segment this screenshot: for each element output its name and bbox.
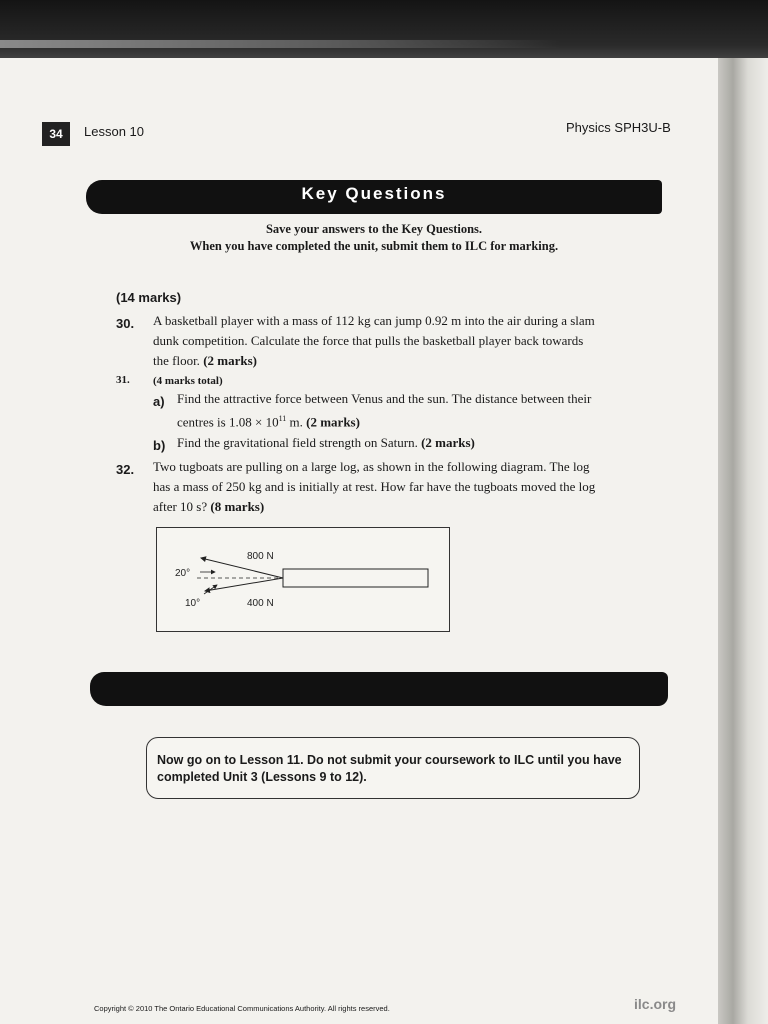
question-31a-exponent: 11 [278,414,287,423]
question-31a-line-2-pre: centres is 1.08 × 10 [177,414,279,430]
question-32-line-2: has a mass of 250 kg and is initially at rest. How far have the tugboats moved the log [153,479,596,494]
question-31a-label: a) [153,394,165,409]
log-shape [283,569,428,587]
question-31a-line-2 [177,409,657,432]
page-number-badge: 34 [42,122,70,146]
section-end-banner [90,672,668,706]
question-30-marks: (2 marks) [203,353,257,368]
copyright-notice: Copyright © 2010 The Ontario Educational Communications Authority. All rights reserved. [94,1004,390,1013]
question-31a-line-2-post: m. [286,414,303,430]
site-logo-text: ilc.org [634,996,677,1012]
label-400n: 400 N [247,598,274,609]
force-arrow-400n [205,578,283,591]
question-number-30: 30. [116,316,135,331]
question-number-32: 32. [116,462,135,477]
tugboat-diagram-svg [157,528,449,631]
question-30-line-3 [153,351,653,371]
tugboat-diagram [156,527,450,632]
question-31b-label: b) [153,438,166,453]
question-31b-text [177,433,657,453]
label-800n: 800 N [247,551,274,562]
course-code: Physics SPH3U-B [566,120,671,135]
question-32-line-3 [153,497,653,517]
lesson-label: Lesson 10 [84,124,144,139]
question-30-line-1: A basketball player with a mass of 112 kg can jump 0.92 m into the air during a slam [153,313,595,328]
label-angle-20: 20° [175,568,191,579]
question-31b-line: Find the gravitational field strength on Saturn. [177,435,418,450]
question-30-line-2: dunk competition. Calculate the force that pulls the basketball player back towards [153,333,584,348]
question-30-line-3-text: the floor. [153,353,200,368]
question-31a-line-1: Find the attractive force between Venus and the sun. The distance between their [177,391,592,406]
question-32-marks: (8 marks) [210,499,265,514]
question-32-line-3-text: after 10 s? [153,499,208,514]
question-number-31: 31. [116,374,130,386]
instruction-line-1: Save your answers to the Key Questions. [265,222,483,236]
instruction-line-2: When you have completed the unit, submit them to ILC for marking. [189,239,559,253]
section-marks-total: (14 marks) [116,290,182,305]
question-31a-marks: (2 marks) [306,414,360,430]
question-32-line-1: Two tugboats are pulling on a large log, as shown in the following diagram. The log [153,459,590,474]
question-31b-marks: (2 marks) [421,435,475,450]
label-angle-10: 10° [185,598,201,609]
scan-top-edge [0,0,768,64]
key-questions-title: Key Questions [301,184,447,203]
next-lesson-callout [146,737,640,799]
question-32-text [153,457,653,517]
page-gutter-shadow [718,58,768,1024]
next-lesson-callout-text: Now go on to Lesson 11. Do not submit your coursework to ILC until you have completed Unit 3 (Lessons 9 to 12). [157,753,622,784]
question-30-text [153,311,653,371]
question-31a-text [177,389,657,432]
question-31-marks: (4 marks total) [153,375,223,387]
